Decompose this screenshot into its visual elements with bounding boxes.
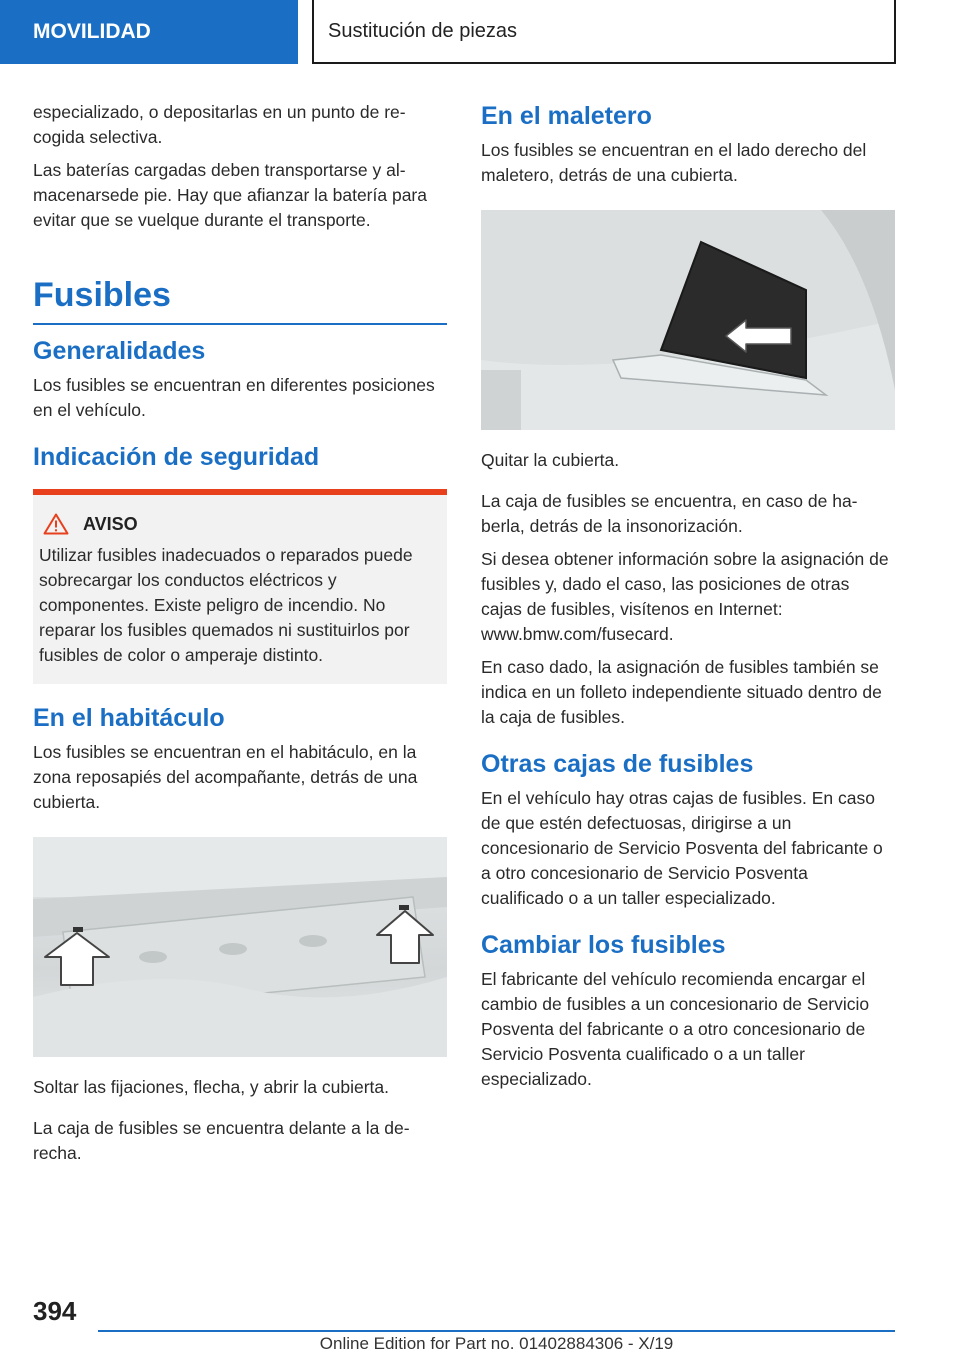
paragraph-maletero-2: La caja de fusibles se encuentra, en caso de haberla, detrás de la insonorización. [481, 491, 858, 536]
heading-otras-cajas: Otras cajas de fusibles [481, 750, 754, 778]
section-title: MOVILIDAD [33, 20, 151, 43]
warning-header [39, 513, 441, 535]
paragraph-otras-cajas: En el vehículo hay otras cajas de fusibles. En caso de que estén defectuosas, dirigirse a un concesionario de Servicio Posventa del fabricante o a otro concesionario de Servicio Posventa cualificado o a un taller especializado. [481, 788, 883, 908]
heading-fusibles: Fusibles [33, 273, 447, 325]
chapter-title: Sustitución de piezas [328, 20, 518, 42]
warning-title: AVISO [83, 513, 138, 534]
paragraph-habitaculo-2: La caja de fusibles se encuentra delante a la derecha. [33, 1118, 410, 1163]
right-column [481, 100, 895, 1100]
paragraph-maletero-3: Si desea obtener información sobre la asignación de fusibles y, dado el caso, las posiciones de otras cajas de fusibles, visítenos en Internet: www.bmw.com/fusecard. [481, 549, 889, 644]
warning-text: Utilizar fusibles inadecuados o reparados puede sobrecargar los conductos eléctricos y componentes. Existe peligro de incendio. No reparar los fusibles quemados ni sustituirlos por fusibles de color o amperaje distinto. [39, 545, 413, 665]
section-tab [0, 0, 298, 64]
chapter-tab [312, 0, 896, 64]
intro-paragraph-2: Las baterías cargadas deben transportarse y almacenarsede pie. Hay que afianzar la batería para evitar que se vuelque durante el transporte. [33, 160, 427, 230]
left-column [33, 100, 447, 1174]
paragraph-habitaculo: Los fusibles se encuentran en el habitáculo, en la zona reposapiés del acompañante, detrás de una cubierta. [33, 742, 418, 812]
footer-divider [98, 1330, 895, 1332]
page-number: 394 [33, 1296, 77, 1326]
heading-habitaculo: En el habitáculo [33, 704, 225, 732]
caption-maletero: Quitar la cubierta. [481, 450, 620, 470]
paragraph-cambiar-fusibles: El fabricante del vehículo recomienda encargar el cambio de fusibles a un concesionario de Servicio Posventa del fabricante o a otro concesionario de Servicio Posventa cualificado o a un taller especializado. [481, 969, 870, 1089]
warning-triangle-icon [43, 513, 69, 535]
cabin-fuse-cover-image [33, 837, 447, 1057]
paragraph-generalidades: Los fusibles se encuentran en diferentes posiciones en el vehículo. [33, 375, 435, 420]
paragraph-maletero: Los fusibles se encuentran en el lado derecho del maletero, detrás de una cubierta. [481, 140, 867, 185]
heading-generalidades: Generalidades [33, 337, 206, 365]
heading-maletero: En el maletero [481, 102, 652, 130]
paragraph-maletero-4: En caso dado, la asignación de fusibles también se indica en un folleto independiente situado dentro de la caja de fusibles. [481, 657, 882, 727]
trunk-fuse-cover-image [481, 210, 895, 430]
footer-edition: Online Edition for Part no. 01402884306 - X/19 [319, 1334, 674, 1353]
caption-habitaculo: Soltar las fijaciones, flecha, y abrir la cubierta. [33, 1077, 389, 1097]
heading-cambiar-fusibles: Cambiar los fusibles [481, 931, 726, 959]
warning-box [33, 489, 447, 684]
intro-paragraph-1: especializado, o depositarlas en un punto de recogida selectiva. [33, 102, 406, 147]
heading-indicacion-seguridad: Indicación de seguridad [33, 443, 320, 471]
